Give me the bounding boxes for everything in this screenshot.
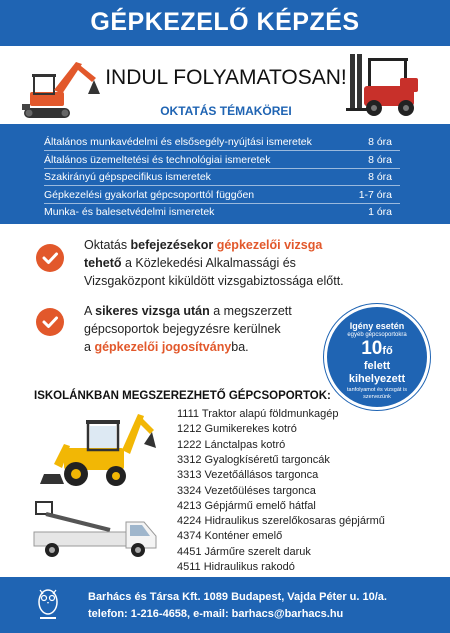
machine-group-item: 4213 Gépjármű emelő hátfal — [177, 499, 316, 512]
page-title: GÉPKEZELŐ KÉPZÉS — [90, 8, 360, 36]
text-run: Oktatás — [84, 238, 131, 252]
badge-line: Igény esetén — [349, 321, 405, 331]
text-run: ba. — [231, 340, 249, 354]
topic-name: Gépkezelési gyakorlat gépcsoporttól függően — [44, 188, 255, 201]
checkmark-icon — [36, 308, 64, 336]
topic-hours: 1-7 óra — [358, 188, 392, 201]
topic-name: Általános üzemeltetési és technológiai ismeretek — [44, 153, 271, 166]
topic-name: Munka- és balesetvédelmi ismeretek — [44, 206, 215, 218]
text-run: a megszerzett — [209, 304, 292, 318]
group-size-badge — [324, 304, 430, 410]
text-run: Vizsgaközpont kiküldött vizsgabiztossága előtt. — [84, 274, 344, 288]
text-run-bold: befejezésekor — [130, 238, 214, 252]
machine-group-item: 3313 Vezetőállásos targonca — [177, 469, 319, 482]
exam-info-text — [84, 236, 414, 290]
text-run: a — [84, 340, 95, 354]
machine-groups-heading: ISKOLÁNKBAN MEGSZEREZHETŐ GÉPCSOPORTOK: — [34, 390, 331, 402]
text-run-highlight: gépkezelői vizsga — [216, 238, 323, 252]
text-run: A — [84, 304, 96, 318]
badge-count — [327, 338, 427, 360]
badge-line: felett — [363, 360, 391, 372]
aerial-platform-truck-image — [26, 496, 162, 560]
machine-group-item: 1212 Gumikerekes kotró — [177, 423, 297, 436]
footer-address: Barhács és Társa Kft. 1089 Budapest, Vajda Péter u. 10/a. — [88, 591, 387, 603]
topic-hours: 8 óra — [368, 136, 392, 148]
license-info-text — [84, 302, 324, 356]
topic-name: Általános munkavédelmi és elsősegély-nyújtási ismeretek — [44, 136, 312, 148]
badge-line: egyéb gépcsoportokra — [347, 332, 407, 338]
machine-group-item: 1222 Lánctalpas kotró — [177, 438, 286, 451]
header-bar — [0, 0, 450, 46]
backhoe-loader-image — [36, 404, 160, 492]
topic-hours: 8 óra — [368, 171, 392, 183]
text-run-bold: tehető — [84, 256, 122, 270]
topic-name: Szakirányú gépspecifikus ismeretek — [44, 171, 211, 183]
machine-group-item: 3312 Gyalogkíséretű targoncák — [177, 453, 330, 466]
mini-excavator-image — [18, 50, 104, 122]
checkmark-icon — [36, 244, 64, 272]
topics-heading: OKTATÁS TÉMAKÖREI — [160, 104, 292, 118]
text-run-highlight: gépkezelői jogosítvány — [94, 340, 232, 354]
topic-hours: 8 óra — [368, 153, 392, 166]
text-run-bold: sikeres vizsga után — [95, 304, 210, 318]
machine-group-item: 4511 Hidraulikus rakodó — [177, 561, 295, 573]
footer-bar — [0, 577, 450, 633]
topic-hours: 1 óra — [368, 206, 392, 218]
owl-logo-icon — [36, 584, 60, 624]
badge-line: tanfolyamot és vizsgát is szervezünk — [347, 387, 407, 400]
machine-group-item: 1111 Traktor alapú földmunkagép — [177, 408, 339, 420]
topic-divider — [44, 203, 400, 204]
badge-line: kihelyezett — [348, 373, 406, 385]
text-run: a Közlekedési Alkalmassági és — [121, 256, 296, 270]
start-banner: INDUL FOLYAMATOSAN! — [105, 66, 347, 89]
topic-row — [44, 206, 400, 223]
footer-contact: telefon: 1-216-4658, e-mail: barhacs@barhacs.hu — [88, 608, 344, 620]
topic-divider — [44, 150, 400, 151]
badge-unit: fő — [382, 345, 393, 357]
machine-group-item: 4374 Konténer emelő — [177, 530, 283, 543]
text-run: gépcsoportok bejegyzésre kerülnek — [84, 322, 281, 336]
machine-group-item: 4451 Járműre szerelt daruk — [177, 545, 311, 558]
topic-divider — [44, 185, 400, 186]
machine-group-item: 3324 Vezetőüléses targonca — [177, 484, 316, 497]
badge-number: 10 — [361, 338, 383, 359]
machine-group-item: 4224 Hidraulikus szerelőkosaras gépjármű — [177, 515, 385, 528]
topic-divider — [44, 168, 400, 169]
forklift-image — [346, 48, 422, 120]
